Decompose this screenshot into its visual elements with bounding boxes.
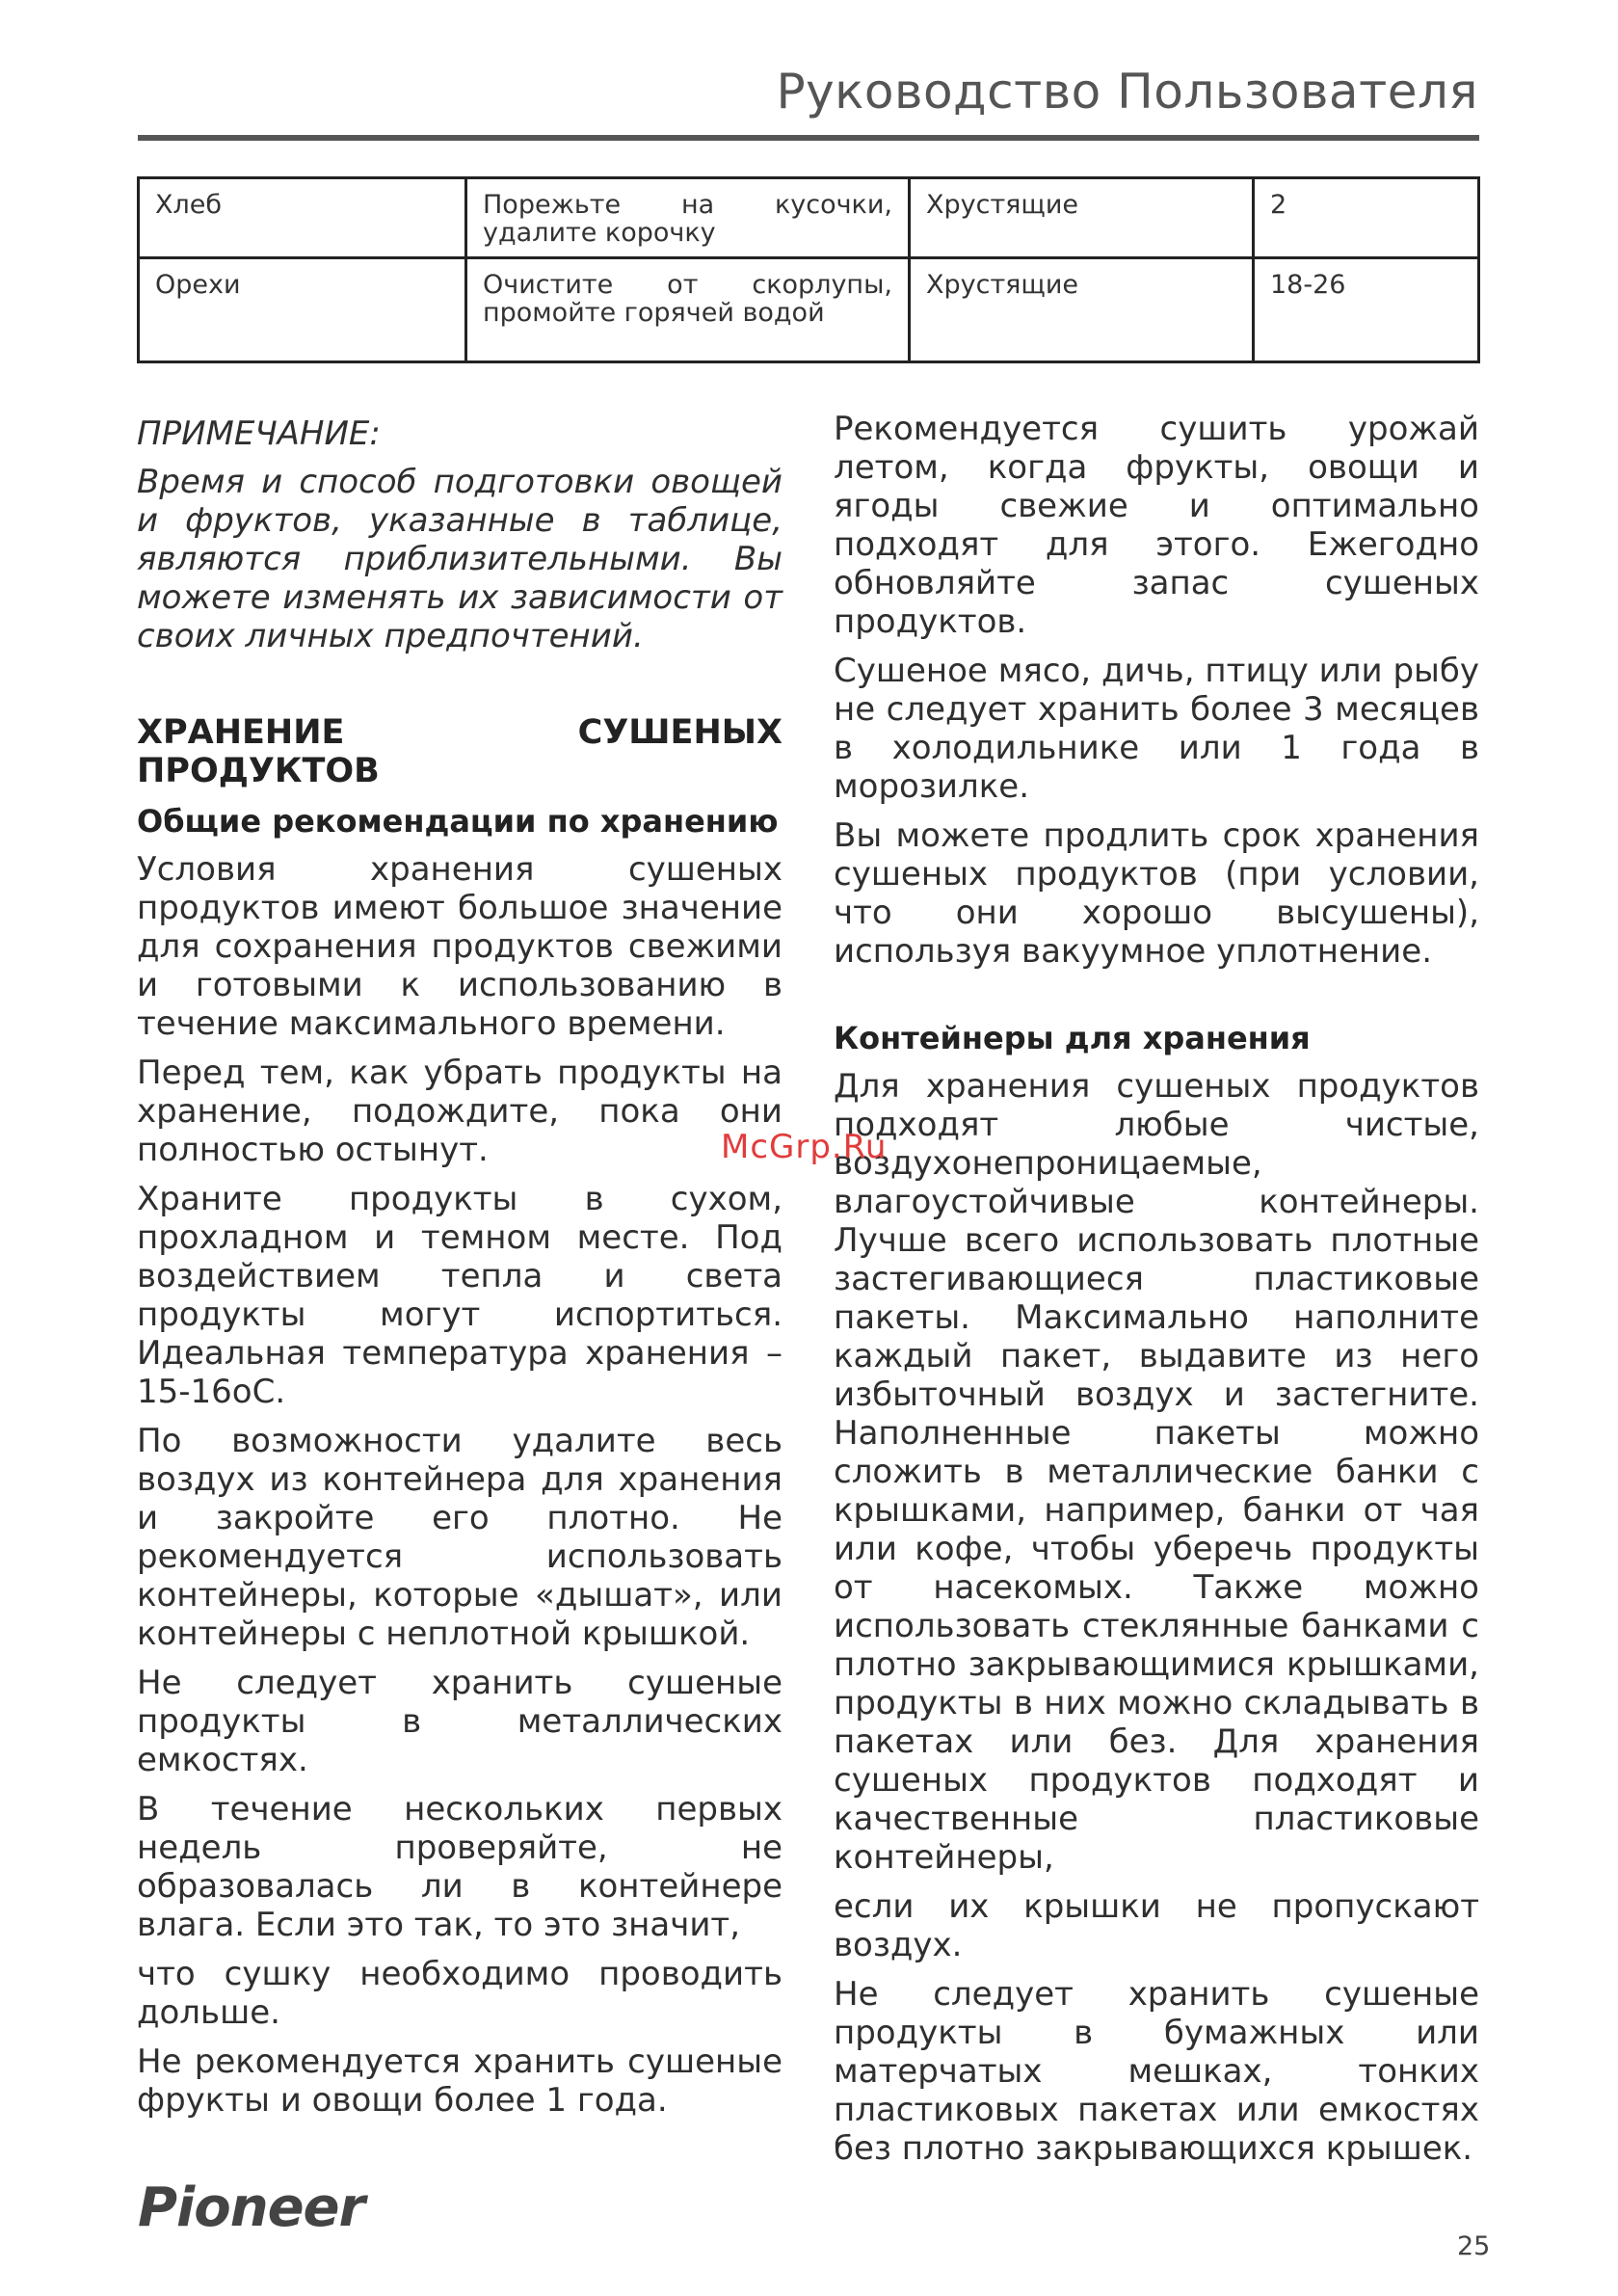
paragraph: Вы можете продлить срок хранения сушеных продуктов (при условии, что они хорошо высушены), используя вакуумное уплотнение. [834,816,1479,971]
table-cell-texture: Хрустящие [910,258,1254,362]
subsection-title-containers: Контейнеры для хранения [834,1020,1311,1056]
table-cell-time: 18-26 [1254,258,1479,362]
paragraph: Сушеное мясо, дичь, птицу или рыбу не следует хранить более 3 месяцев в холодильнике или 1 года в морозилке. [834,652,1479,806]
table-row [139,178,1479,258]
page-number: 25 [1457,2231,1491,2261]
paragraph: Не следует хранить сушеные продукты в металлических емкостях. [137,1664,782,1779]
watermark: McGrp.Ru [721,1128,888,1166]
section-title-line-2: ПРОДУКТОВ [137,752,380,790]
paragraph: Не следует хранить сушеные продукты в бумажных или матерчатых мешках, тонких пластиковых пакетах или емкостях без плотно закрывающихся крышек. [834,1975,1479,2168]
paragraph: В течение нескольких первых недель проверяйте, не образовалась ли в контейнере влага. Если это так, то это значит, [137,1790,782,1944]
table-cell-product: Хлеб [139,178,466,258]
paragraph: если их крышки не пропускают воздух. [834,1887,1479,1964]
paragraph: Для хранения сушеных продуктов подходят любые чистые, воздухонепроницаемые, влагоустойчивые контейнеры. Лучше всего использовать плотные застегивающиеся пластиковые пакеты. Максимально наполните каждый пакет, выдавите из него избыточный воздух и застегните. Наполненные пакеты можно сложить в металлические банки с крышками, например, банки от чая или кофе, чтобы уберечь продукты от насекомых. Также можно использовать стеклянные банками с плотно закрывающимися крышками, продукты в них можно складывать в пакетах или без. Для хранения сушеных продуктов подходят и качественные пластиковые контейнеры, [834,1067,1479,1877]
paragraph: Рекомендуется сушить урожай летом, когда фрукты, овощи и ягоды свежие и оптимально подходят для этого. Ежегодно обновляйте запас сушеных продуктов. [834,410,1479,641]
section-title-line-1: ХРАНЕНИЕ СУШЕНЫХ [137,713,782,752]
paragraph: Условия хранения сушеных продуктов имеют большое значение для сохранения продуктов свежими и готовыми к использованию в течение максимального времени. [137,850,782,1043]
paragraph: Перед тем, как убрать продукты на хранение, подождите, пока они полностью остынут. [137,1054,782,1169]
right-column [834,410,1479,2178]
note-text: Время и способ подготовки овощей и фруктов, указанные в таблице, являются приблизительными. Вы можете изменять их зависимости от своих личных предпочтений. [137,463,782,655]
note-label: ПРИМЕЧАНИЕ: [137,414,381,453]
table-cell-prep: Порежьте на кусочки, удалите корочку [466,178,910,258]
paragraph: Не рекомендуется хранить сушеные фрукты и овощи более 1 года. [137,2042,782,2120]
page-header-title: Руководство Пользователя [776,64,1478,120]
header-divider [138,135,1479,141]
table-row [139,258,1479,362]
section-title [137,713,782,790]
table-cell-texture: Хрустящие [910,178,1254,258]
paragraph: что сушку необходимо проводить дольше. [137,1955,782,2032]
table-cell-time: 2 [1254,178,1479,258]
table-cell-prep: Очистите от скорлупы, промойте горячей водой [466,258,910,362]
preparation-table [137,176,1480,363]
paragraph: Храните продукты в сухом, прохладном и темном месте. Под воздействием тепла и света продукты могут испортиться. Идеальная температура хранения – 15-16оС. [137,1180,782,1411]
left-column [137,414,782,2130]
paragraph: По возможности удалите весь воздух из контейнера для хранения и закройте его плотно. Не рекомендуется использовать контейнеры, которые «дышат», или контейнеры с неплотной крышкой. [137,1422,782,1653]
table-cell-product: Орехи [139,258,466,362]
brand-logo: Pioneer [138,2176,365,2239]
subsection-title-general: Общие рекомендации по хранению [137,803,779,840]
